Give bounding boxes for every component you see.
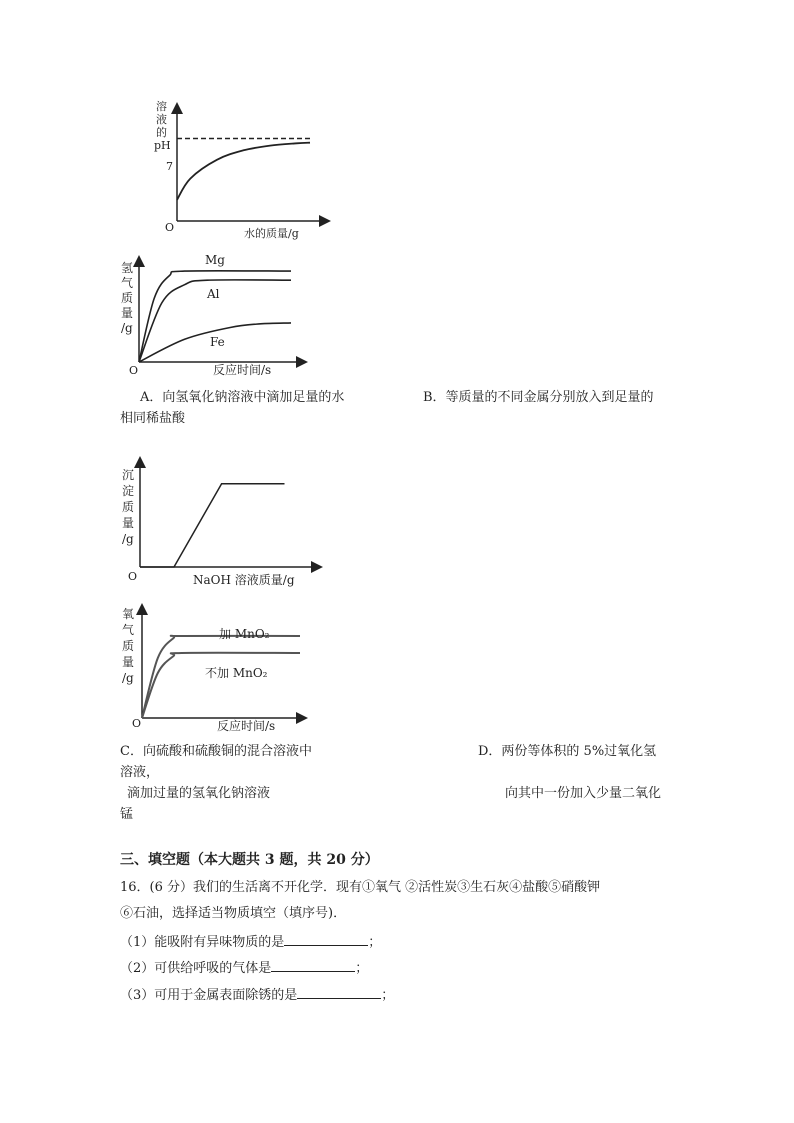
caption-c-cont1: 溶液，	[120, 765, 160, 780]
y-label-2: 液	[156, 113, 167, 126]
y-label-1: 氧	[122, 607, 135, 621]
caption-d-cont: 向其中一份加入少量二氧化	[505, 786, 662, 801]
caption-d-cont2: 锰	[120, 807, 134, 822]
origin-label: O	[129, 364, 139, 377]
caption-c-cont2: 滴加过量的氢氧化钠溶液	[127, 786, 271, 801]
chart-precipitate	[115, 455, 330, 590]
x-label: 水的质量/g	[244, 227, 299, 240]
y-label-5: /g	[122, 532, 134, 546]
al-label: Al	[207, 287, 220, 301]
y-label-5: /g	[122, 671, 134, 685]
answer-blank-1[interactable]	[284, 933, 368, 946]
y-label-4: 量	[121, 306, 134, 320]
item-label: （1）能吸附有异味物质的是	[120, 935, 285, 950]
mg-label: Mg	[205, 253, 225, 267]
caption-a: A．向氢氧化钠溶液中滴加足量的水	[140, 390, 345, 405]
y-label-3: 质	[121, 291, 134, 305]
fe-label: Fe	[210, 335, 225, 349]
q16-item-1	[120, 933, 381, 951]
item-label: （2）可供给呼吸的气体是	[120, 961, 272, 976]
chart-hydrogen	[115, 250, 315, 380]
without-mno2-label: 不加 MnO₂	[205, 666, 268, 680]
item-end: ；	[381, 988, 395, 1003]
answer-blank-2[interactable]	[271, 959, 355, 972]
caption-b: B．等质量的不同金属分别放入到足量的	[423, 390, 654, 405]
y-label-3: 的	[156, 126, 167, 139]
y-label-2: 气	[121, 276, 134, 290]
q16-line1: 16．(6 分）我们的生活离不开化学．现有①氧气 ②活性炭③生石灰④盐酸⑤硝酸钾	[120, 880, 601, 895]
ph-curve	[177, 143, 310, 200]
item-end: ；	[368, 935, 382, 950]
y-label-4: 量	[122, 516, 135, 530]
answer-blank-3[interactable]	[297, 986, 381, 999]
y-label-4: 量	[122, 655, 135, 669]
y-label-5: /g	[121, 321, 133, 335]
tick-7: 7	[166, 160, 173, 173]
origin-label: O	[132, 717, 142, 730]
y-label-3: 质	[122, 639, 135, 653]
y-label-1: 溶	[156, 100, 167, 113]
x-label: 反应时间/s	[217, 719, 276, 733]
caption-c: C．向硫酸和硫酸铜的混合溶液中	[120, 744, 312, 759]
with-mno2-label: 加 MnO₂	[219, 627, 270, 641]
q16-line2: ⑥石油，选择适当物质填空（填序号)．	[120, 906, 347, 921]
y-label-3: 质	[122, 500, 135, 514]
x-label: NaOH 溶液质量/g	[193, 573, 295, 587]
y-label-1: 氢	[121, 261, 134, 275]
section-title: 三、填空题（本大题共 3 题，共 20 分）	[120, 852, 379, 868]
chart-ph-water	[140, 95, 340, 245]
q16-item-2	[120, 959, 368, 977]
origin-label: O	[165, 221, 175, 234]
item-end: ；	[355, 961, 369, 976]
origin-label: O	[128, 570, 138, 583]
y-label-2: 气	[122, 623, 135, 637]
caption-b-cont: 相同稀盐酸	[120, 411, 186, 426]
item-label: （3）可用于金属表面除锈的是	[120, 988, 298, 1003]
without-mno2-curve	[142, 653, 300, 718]
chart-oxygen	[115, 600, 315, 735]
x-label: 反应时间/s	[213, 363, 272, 377]
q16-item-3	[120, 986, 394, 1004]
y-label-1: 沉	[122, 468, 135, 482]
y-label-4: pH	[154, 139, 171, 152]
precipitate-curve	[140, 484, 285, 567]
y-label-2: 淀	[122, 484, 135, 498]
caption-d: D．两份等体积的 5%过氧化氢	[478, 744, 657, 759]
